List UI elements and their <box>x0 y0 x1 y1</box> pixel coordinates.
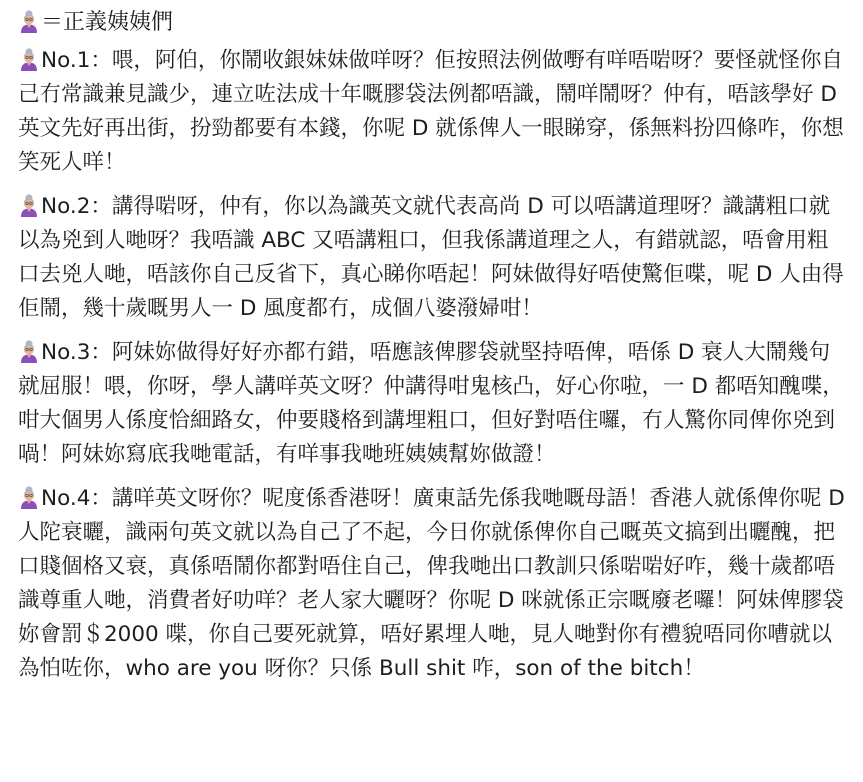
post-title-line <box>18 6 845 40</box>
paragraph-text: 喂，阿伯，你鬧收銀妹妹做咩呀？佢按照法例做嘢有咩唔啱呀？要怪就怪你自己冇常識兼見識少，連立咗法成十年嘅膠袋法例都唔識，鬧咩鬧呀？仲有，唔該學好 D 英文先好再出街，扮勁都要有本錢，你呢 D 就係俾人一眼睇穿，係無料扮四條咋，你想笑死人咩！ <box>18 48 844 175</box>
old-woman-icon <box>18 193 40 217</box>
paragraph-4 <box>18 482 845 686</box>
old-woman-icon <box>18 339 40 363</box>
paragraph-label: No.1： <box>41 48 112 73</box>
paragraph-text: 講得啱呀，仲有，你以為識英文就代表高尚 D 可以唔講道理呀？識講粗口就以為兇到人哋呀？我唔識 ABC 又唔講粗口，但我係講道理之人，有錯就認，唔會用粗口去兇人哋，唔該你自己反省下，真心睇你唔起！阿妹做得好唔使驚佢喋，呢 D 人由得佢鬧，幾十歲嘅男人一 D 風度都冇，成個八婆潑婦咁！ <box>18 194 844 321</box>
old-woman-icon <box>18 47 40 71</box>
paragraph-3 <box>18 336 845 472</box>
paragraph-text: 阿妹妳做得好好亦都冇錯，唔應該俾膠袋就堅持唔俾，唔係 D 衰人大鬧幾句就屈服！喂，你呀，學人講咩英文呀？仲講得咁鬼核凸，好心你啦，一 D 都唔知醜喋，咁大個男人係度恰細路女，仲要賤格到講埋粗口，但好對唔住囉，冇人驚你同俾你兇到喎！阿妹妳寫底我哋電話，有咩事我哋班姨姨幫妳做證！ <box>18 340 844 467</box>
paragraph-label: No.4： <box>41 486 112 511</box>
paragraph-text: 講咩英文呀你？呢度係香港呀！廣東話先係我哋嘅母語！香港人就係俾你呢 D 人陀衰曬，識兩句英文就以為自己了不起，今日你就係俾你自己嘅英文搞到出曬醜，把口賤個格又衰，真係唔鬧你都對唔住自己，俾我哋出口教訓只係啱啱好咋，幾十歲都唔識尊重人哋，消費者好叻咩？老人家大曬呀？你呢 D 咪就係正宗嘅廢老囉！阿妹俾膠袋妳會罰＄2000 喋，你自己要死就算，唔好累埋人哋，見人哋對你有禮貌唔同你嘈就以為怕咗你，who are you 呀你？只係 Bull shit 咋，son of the bitch！ <box>18 486 845 681</box>
paragraph-2 <box>18 190 845 326</box>
post-title: ＝正義姨姨們 <box>41 10 174 35</box>
paragraph-1 <box>18 44 845 180</box>
old-woman-icon <box>18 9 40 33</box>
paragraph-label: No.2： <box>41 194 112 219</box>
old-woman-icon <box>18 485 40 509</box>
paragraph-label: No.3： <box>41 340 112 365</box>
